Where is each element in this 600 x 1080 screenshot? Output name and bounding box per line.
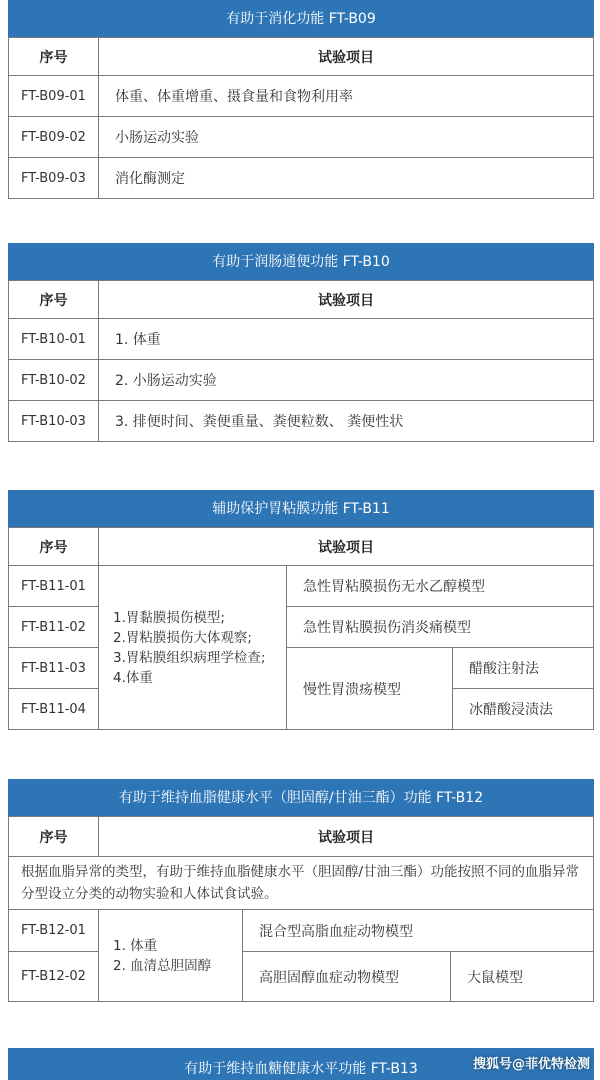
model-cell: 慢性胃溃疡模型 [287, 648, 453, 730]
header-no: 序号 [9, 817, 99, 857]
section-b12 [8, 779, 594, 1002]
row-item: 1. 体重 [99, 319, 594, 360]
section-title: 有助于维持血脂健康水平（胆固醇/甘油三酯）功能 FT-B12 [8, 779, 594, 816]
row-item: 2. 小肠运动实验 [99, 360, 594, 401]
row-code: FT-B12-01 [9, 910, 99, 952]
row-item: 小肠运动实验 [99, 117, 594, 158]
table-row [9, 910, 594, 952]
row-code: FT-B09-01 [9, 76, 99, 117]
header-item: 试验项目 [99, 38, 594, 76]
section-title: 辅助保护胃粘膜功能 FT-B11 [8, 490, 594, 527]
items-list-cell [99, 910, 243, 1002]
note-cell: 根据血脂异常的类型，有助于维持血脂健康水平（胆固醇/甘油三酯）功能按照不同的血脂异常分型设立分类的动物实验和人体试食试验。 [9, 857, 594, 910]
row-code: FT-B11-04 [9, 689, 99, 730]
header-item: 试验项目 [99, 528, 594, 566]
header-no: 序号 [9, 38, 99, 76]
list-item: 4.体重 [113, 669, 153, 686]
list-item: 2. 血清总胆固醇 [113, 957, 212, 974]
row-code: FT-B09-03 [9, 158, 99, 199]
header-item: 试验项目 [99, 817, 594, 857]
list-item: 3.胃粘膜组织病理学检查; [113, 649, 266, 666]
model-cell: 急性胃粘膜损伤消炎痛模型 [287, 607, 594, 648]
row-code: FT-B10-03 [9, 401, 99, 442]
row-code: FT-B09-02 [9, 117, 99, 158]
table-b11 [8, 527, 594, 730]
table-b09 [8, 37, 594, 199]
animal-cell: 大鼠模型 [451, 952, 594, 1002]
method-cell: 冰醋酸浸渍法 [453, 689, 594, 730]
model-cell: 高胆固醇血症动物模型 [243, 952, 451, 1002]
table-row [9, 117, 594, 158]
row-item: 体重、体重增重、摄食量和食物利用率 [99, 76, 594, 117]
row-code: FT-B10-02 [9, 360, 99, 401]
list-item: 2.胃粘膜损伤大体观察; [113, 629, 252, 646]
section-title: 有助于维持血糖健康水平功能 FT-B13 [184, 1061, 418, 1077]
source-watermark: 搜狐号@菲优特检测 [472, 1057, 590, 1072]
row-code: FT-B10-01 [9, 319, 99, 360]
list-item: 1.胃黏膜损伤模型; [113, 609, 225, 626]
row-code: FT-B11-03 [9, 648, 99, 689]
header-no: 序号 [9, 281, 99, 319]
table-b12 [8, 816, 594, 1002]
table-row [9, 648, 594, 689]
row-code: FT-B11-02 [9, 607, 99, 648]
model-cell: 急性胃粘膜损伤无水乙醇模型 [287, 566, 594, 607]
table-row [9, 76, 594, 117]
list-item: 1. 体重 [113, 937, 158, 954]
items-list-cell [99, 566, 287, 730]
table-b10 [8, 280, 594, 442]
table-row [9, 360, 594, 401]
section-title: 有助于润肠通便功能 FT-B10 [8, 243, 594, 280]
section-b10 [8, 243, 594, 442]
table-row [9, 952, 594, 1002]
table-row [9, 158, 594, 199]
header-item: 试验项目 [99, 281, 594, 319]
row-code: FT-B11-01 [9, 566, 99, 607]
row-item: 3. 排便时间、粪便重量、粪便粒数、 粪便性状 [99, 401, 594, 442]
table-row [9, 566, 594, 607]
row-item: 消化酶测定 [99, 158, 594, 199]
model-cell: 混合型高脂血症动物模型 [243, 910, 594, 952]
section-b11 [8, 490, 594, 730]
table-row [9, 607, 594, 648]
section-title: 有助于消化功能 FT-B09 [8, 0, 594, 37]
row-code: FT-B12-02 [9, 952, 99, 1002]
section-b09 [8, 0, 594, 199]
table-row [9, 319, 594, 360]
header-no: 序号 [9, 528, 99, 566]
table-row [9, 401, 594, 442]
method-cell: 醋酸注射法 [453, 648, 594, 689]
